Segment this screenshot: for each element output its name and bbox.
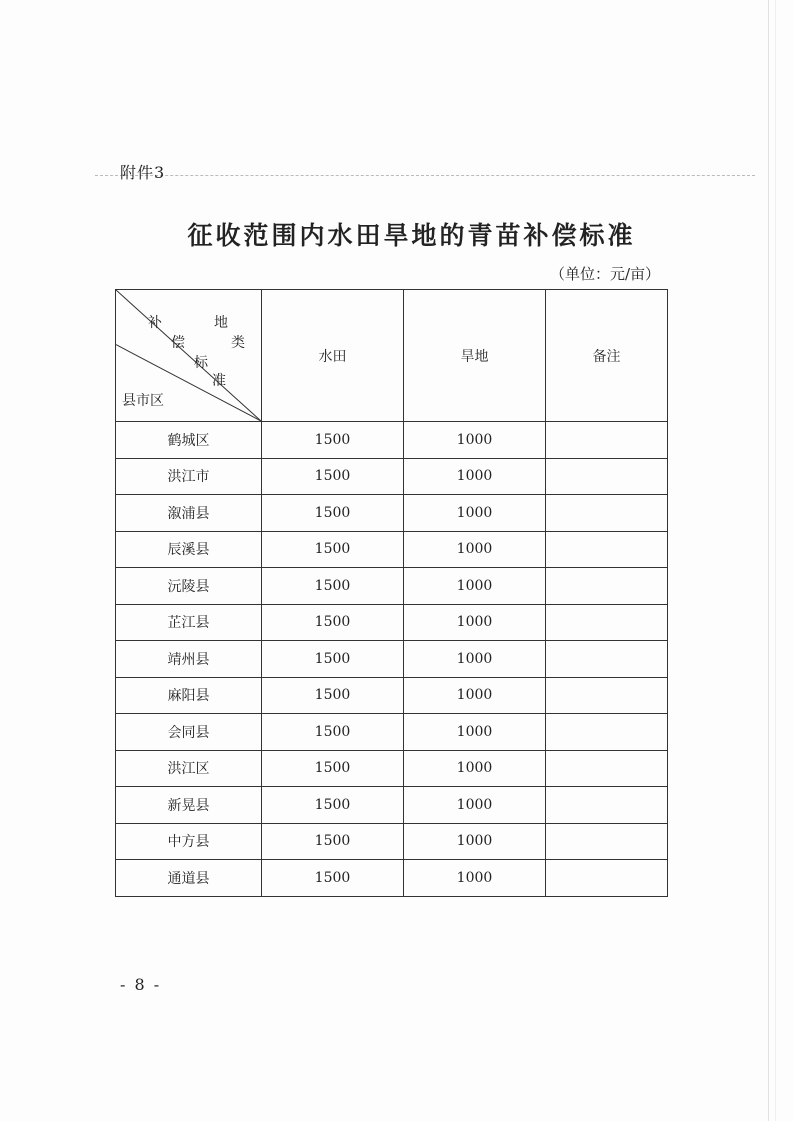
note-cell [546, 641, 668, 678]
county-cell: 鹤城区 [116, 422, 262, 459]
document-title: 征收范围内水田旱地的青苗补偿标准 [187, 221, 636, 250]
page-number: - 8 - [120, 975, 162, 994]
table-header-row [116, 290, 668, 422]
diag-char-6: 准 [212, 373, 226, 389]
table-row [116, 641, 668, 678]
paddy-value-cell: 1500 [262, 787, 404, 824]
diag-char-2: 地 [214, 315, 228, 331]
diagonal-header-cell [116, 290, 262, 422]
attachment-label: 附件3 [120, 163, 166, 182]
table-row [116, 750, 668, 787]
dry-value-cell: 1000 [404, 495, 546, 532]
paddy-value-cell: 1500 [262, 422, 404, 459]
dry-value-cell: 1000 [404, 750, 546, 787]
table-row [116, 531, 668, 568]
note-cell [546, 568, 668, 605]
dry-value-cell: 1000 [404, 458, 546, 495]
scan-page-edge [768, 0, 769, 1121]
county-cell: 靖州县 [116, 641, 262, 678]
paddy-value-cell: 1500 [262, 677, 404, 714]
note-cell [546, 714, 668, 751]
table-row [116, 823, 668, 860]
note-cell [546, 787, 668, 824]
county-cell: 中方县 [116, 823, 262, 860]
dry-value-cell: 1000 [404, 531, 546, 568]
table-row [116, 677, 668, 714]
county-cell: 溆浦县 [116, 495, 262, 532]
county-cell: 麻阳县 [116, 677, 262, 714]
scan-dashed-line [95, 175, 755, 176]
county-cell: 洪江市 [116, 458, 262, 495]
diag-row-label: 县市区 [122, 393, 164, 409]
paddy-value-cell: 1500 [262, 714, 404, 751]
table-row [116, 860, 668, 897]
dry-value-cell: 1000 [404, 604, 546, 641]
paddy-value-cell: 1500 [262, 823, 404, 860]
note-cell [546, 750, 668, 787]
table-row [116, 714, 668, 751]
county-cell: 通道县 [116, 860, 262, 897]
diag-char-3: 偿 [171, 335, 185, 351]
paddy-value-cell: 1500 [262, 604, 404, 641]
note-cell [546, 604, 668, 641]
county-cell: 沅陵县 [116, 568, 262, 605]
col-header-paddy: 水田 [262, 290, 404, 422]
county-cell: 芷江县 [116, 604, 262, 641]
county-cell: 新晃县 [116, 787, 262, 824]
note-cell [546, 677, 668, 714]
table-row [116, 458, 668, 495]
dry-value-cell: 1000 [404, 422, 546, 459]
col-header-dry: 旱地 [404, 290, 546, 422]
dry-value-cell: 1000 [404, 677, 546, 714]
table-row [116, 568, 668, 605]
compensation-table [115, 289, 668, 897]
paddy-value-cell: 1500 [262, 641, 404, 678]
paddy-value-cell: 1500 [262, 750, 404, 787]
note-cell [546, 860, 668, 897]
dry-value-cell: 1000 [404, 641, 546, 678]
dry-value-cell: 1000 [404, 823, 546, 860]
table-row [116, 604, 668, 641]
diag-char-5: 标 [194, 355, 208, 371]
county-cell: 洪江区 [116, 750, 262, 787]
paddy-value-cell: 1500 [262, 860, 404, 897]
table-row [116, 422, 668, 459]
paddy-value-cell: 1500 [262, 568, 404, 605]
diag-char-1: 补 [148, 315, 162, 331]
note-cell [546, 422, 668, 459]
table-row [116, 787, 668, 824]
table-row [116, 495, 668, 532]
dry-value-cell: 1000 [404, 787, 546, 824]
dry-value-cell: 1000 [404, 860, 546, 897]
paddy-value-cell: 1500 [262, 531, 404, 568]
col-header-note: 备注 [546, 290, 668, 422]
note-cell [546, 458, 668, 495]
scan-page-edge-2 [775, 0, 776, 1121]
paddy-value-cell: 1500 [262, 458, 404, 495]
dry-value-cell: 1000 [404, 714, 546, 751]
county-cell: 辰溪县 [116, 531, 262, 568]
note-cell [546, 495, 668, 532]
note-cell [546, 531, 668, 568]
dry-value-cell: 1000 [404, 568, 546, 605]
unit-note: （单位：元/亩） [550, 265, 661, 283]
paddy-value-cell: 1500 [262, 495, 404, 532]
diag-char-4: 类 [231, 335, 245, 351]
county-cell: 会同县 [116, 714, 262, 751]
note-cell [546, 823, 668, 860]
